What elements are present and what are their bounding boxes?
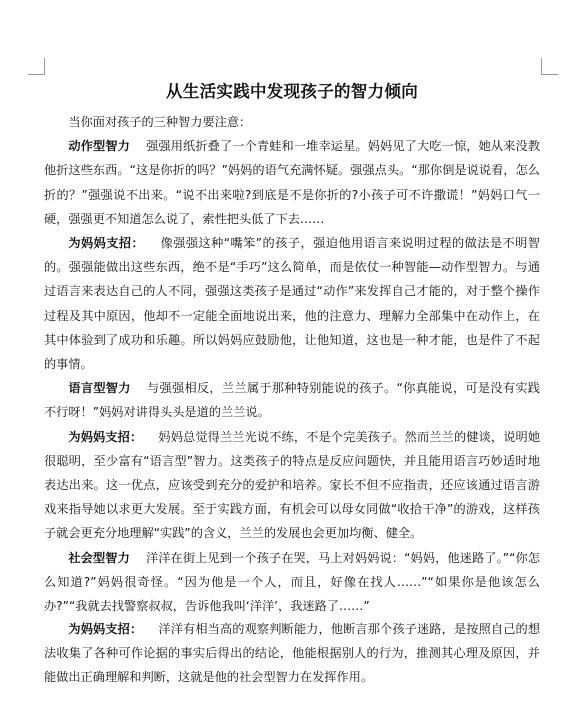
crop-mark-top-right: [541, 58, 558, 75]
intro-paragraph: 当你面对孩子的三种智力要注意：: [68, 115, 252, 129]
section-action-intelligence: [44, 134, 540, 231]
document-title: 从生活实践中发现孩子的智力倾向: [166, 82, 418, 101]
section-label: 社会型智力: [68, 550, 130, 565]
section-label: 为妈妈支招：: [68, 429, 143, 444]
section-text: 洋洋在街上见到一个孩子在哭，马上对妈妈说：“妈妈，他迷路了。”“你怎么知道?”妈妈很奇怪。“因为他是一个人，而且，好像在找人……”“如果你是他该怎么办?”“我就去找警察叔叔，告诉他我叫‘洋洋’，我迷路了……”: [44, 550, 541, 614]
section-label: 为妈妈支招：: [68, 622, 143, 637]
section-tip-social: [44, 618, 540, 689]
section-text: 强强用纸折叠了一个青蛙和一堆幸运星。妈妈见了大吃一惊，她从来没教他折这些东西。“这是你折的吗？”妈妈的语气充满怀疑。强强点头。“那你倒是说说看，怎么折的？”强强说不出来。“说不出来啦?到底是不是你折的?小孩子可不许撒谎！”妈妈口气一硬，强强更不知道怎么说了，索性把头低了下去……: [44, 139, 541, 226]
section-label: 为妈妈支招：: [68, 236, 145, 251]
section-social-intelligence: [44, 546, 540, 619]
section-tip-action: [44, 231, 540, 376]
section-text: 妈妈总觉得兰兰光说不练，不是个完美孩子。然而兰兰的健谈，说明她很聪明，至少富有“语言型”智力。这类孩子的特点是反应问题快，并且能用语言巧妙适时地表达出来。这一优点，应该受到充分的爱护和培养。家长不但不应指责，还应该通过语言游戏来指导她以求更大发展。至于实践方面，有机会可以母女同做“收拾干净”的游戏，这样孩子就会更充分地理解“实践”的含义，兰兰的发展也会更加均衡、健全。: [44, 429, 541, 541]
section-text: 洋洋有相当高的观察判断能力，他断言那个孩子迷路，是按照自己的想法收集了各种可作论据的事实后得出的结论，他能根据别人的行为，推测其心理及原因，并能做出正确理解和判断，这就是他的社会型智力在发挥作用。: [44, 622, 541, 684]
document-page: [44, 80, 540, 690]
section-language-intelligence: [44, 376, 540, 424]
section-label: 动作型智力: [68, 139, 130, 154]
section-label: 语言型智力: [68, 381, 131, 396]
section-tip-language: [44, 425, 540, 546]
section-text: 像强强这种“嘴笨”的孩子，强迫他用语言来说明过程的做法是不明智的。强强能做出这些东西，绝不是“手巧”这么简单，而是依仗一种智能—动作型智力。与通过语言来表达自己的人不同，强强这类孩子是通过“动作”来发挥自己才能的，对于整个操作过程及其中原因，他却不一定能全面地说出来，他的注意力、理解力全部集中在动作上，在其中体验到了成功和乐趣。所以妈妈应鼓励他，让他知道，这也是一种才能，也是件了不起的事情。: [44, 236, 540, 372]
section-text: 与强强相反，兰兰属于那种特别能说的孩子。“你真能说，可是没有实践不行呀！”妈妈对讲得头头是道的兰兰说。: [44, 381, 540, 420]
crop-mark-top-left: [28, 58, 45, 75]
